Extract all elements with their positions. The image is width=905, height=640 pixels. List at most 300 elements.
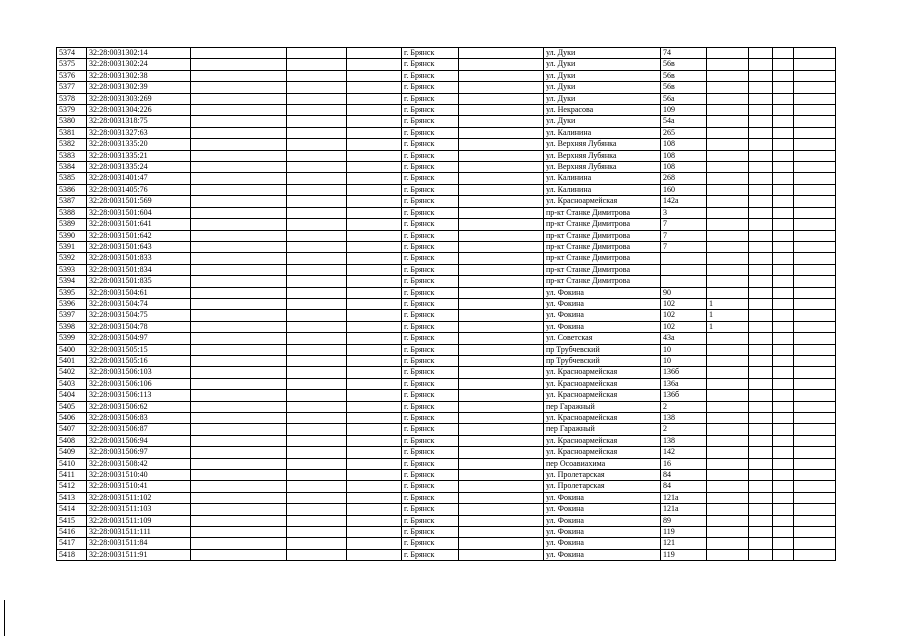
table-cell <box>773 139 794 150</box>
table-cell: 5386 <box>57 184 87 195</box>
table-cell: 5380 <box>57 116 87 127</box>
table-cell <box>773 549 794 560</box>
table-cell: г. Брянск <box>402 492 459 503</box>
table-cell <box>287 355 347 366</box>
table-cell <box>347 70 402 81</box>
table-cell <box>287 70 347 81</box>
table-cell: г. Брянск <box>402 139 459 150</box>
table-cell <box>459 367 544 378</box>
table-cell: 5392 <box>57 253 87 264</box>
table-cell: 5393 <box>57 264 87 275</box>
table-cell: 54а <box>661 116 707 127</box>
table-cell <box>794 241 836 252</box>
table-cell <box>707 116 749 127</box>
table-cell <box>749 321 773 332</box>
table-cell: 136б <box>661 390 707 401</box>
table-cell <box>459 310 544 321</box>
table-cell <box>191 378 287 389</box>
table-cell <box>191 470 287 481</box>
table-cell <box>287 184 347 195</box>
table-cell <box>347 116 402 127</box>
table-cell: 56в <box>661 82 707 93</box>
table-cell <box>347 424 402 435</box>
table-cell <box>459 481 544 492</box>
table-row <box>57 458 836 469</box>
table-cell <box>794 333 836 344</box>
table-cell: г. Брянск <box>402 527 459 538</box>
table-cell: 109 <box>661 105 707 116</box>
table-cell: 3 <box>661 207 707 218</box>
table-cell: 32:28:0031510:40 <box>87 470 191 481</box>
table-cell <box>191 367 287 378</box>
table-cell: пр-кт Станке Димитрова <box>544 253 661 264</box>
table-cell <box>749 538 773 549</box>
table-cell: 32:28:0031504:97 <box>87 333 191 344</box>
table-cell: ул. Дуки <box>544 116 661 127</box>
table-cell <box>773 447 794 458</box>
table-cell: 32:28:0031405:76 <box>87 184 191 195</box>
table-cell <box>707 150 749 161</box>
table-cell <box>749 127 773 138</box>
table-cell <box>191 287 287 298</box>
table-cell <box>191 549 287 560</box>
table-cell <box>749 219 773 230</box>
table-row <box>57 504 836 515</box>
table-cell: г. Брянск <box>402 298 459 309</box>
table-cell <box>773 504 794 515</box>
table-cell: г. Брянск <box>402 70 459 81</box>
table-cell: 5387 <box>57 196 87 207</box>
table-cell <box>794 458 836 469</box>
table-cell: г. Брянск <box>402 276 459 287</box>
table-cell <box>347 401 402 412</box>
table-cell: ул. Красноармейская <box>544 447 661 458</box>
table-cell <box>749 435 773 446</box>
table-cell: пр-кт Станке Димитрова <box>544 276 661 287</box>
table-cell <box>347 390 402 401</box>
table-cell: 5403 <box>57 378 87 389</box>
table-cell: 32:28:0031511:102 <box>87 492 191 503</box>
table-cell <box>773 70 794 81</box>
table-cell: пр-кт Станке Димитрова <box>544 230 661 241</box>
table-cell <box>794 162 836 173</box>
table-cell <box>287 447 347 458</box>
table-cell: 32:28:0031501:641 <box>87 219 191 230</box>
table-cell: г. Брянск <box>402 390 459 401</box>
table-cell <box>347 184 402 195</box>
table-cell <box>459 105 544 116</box>
table-cell: ул. Фокина <box>544 549 661 560</box>
table-cell <box>661 276 707 287</box>
table-cell <box>794 538 836 549</box>
table-cell <box>749 105 773 116</box>
table-cell <box>287 162 347 173</box>
table-cell <box>191 207 287 218</box>
table-cell <box>459 230 544 241</box>
table-cell <box>749 458 773 469</box>
table-cell <box>749 173 773 184</box>
table-cell: ул. Фокина <box>544 504 661 515</box>
table-cell: 56а <box>661 93 707 104</box>
table-cell: ул. Красноармейская <box>544 378 661 389</box>
table-cell <box>707 276 749 287</box>
table-cell <box>707 435 749 446</box>
table-cell <box>794 219 836 230</box>
table-row <box>57 276 836 287</box>
table-cell: ул. Фокина <box>544 287 661 298</box>
table-cell <box>794 59 836 70</box>
table-cell <box>794 70 836 81</box>
table-cell: 1 <box>707 321 749 332</box>
table-cell: 268 <box>661 173 707 184</box>
table-cell: 56в <box>661 70 707 81</box>
table-cell <box>347 82 402 93</box>
table-cell <box>459 298 544 309</box>
table-cell <box>459 413 544 424</box>
table-cell: 119 <box>661 527 707 538</box>
table-cell <box>794 253 836 264</box>
table-cell <box>459 378 544 389</box>
table-cell: ул. Советская <box>544 333 661 344</box>
table-cell: 5378 <box>57 93 87 104</box>
table-cell <box>707 264 749 275</box>
table-body <box>57 48 836 561</box>
table-cell <box>347 458 402 469</box>
table-cell <box>707 390 749 401</box>
table-cell <box>773 173 794 184</box>
table-cell <box>459 287 544 298</box>
table-cell <box>749 401 773 412</box>
table-cell: 32:28:0031501:835 <box>87 276 191 287</box>
table-cell <box>459 48 544 59</box>
table-cell <box>794 139 836 150</box>
table-cell <box>794 481 836 492</box>
table-cell: 102 <box>661 310 707 321</box>
table-cell <box>347 481 402 492</box>
table-cell <box>794 527 836 538</box>
table-cell <box>347 241 402 252</box>
table-cell <box>773 298 794 309</box>
table-cell <box>191 504 287 515</box>
table-cell <box>459 184 544 195</box>
table-cell: 5391 <box>57 241 87 252</box>
table-cell <box>749 93 773 104</box>
table-cell <box>347 264 402 275</box>
table-cell: пр Трубчевский <box>544 355 661 366</box>
table-cell: 5409 <box>57 447 87 458</box>
table-cell: 5381 <box>57 127 87 138</box>
table-cell <box>794 344 836 355</box>
table-cell <box>347 492 402 503</box>
table-cell: ул. Пролетарская <box>544 481 661 492</box>
table-cell <box>773 82 794 93</box>
table-cell <box>707 207 749 218</box>
table-cell <box>287 59 347 70</box>
table-cell <box>773 287 794 298</box>
table-cell: 1 <box>707 298 749 309</box>
table-cell: 5389 <box>57 219 87 230</box>
table-cell <box>459 549 544 560</box>
table-cell <box>749 241 773 252</box>
table-cell: г. Брянск <box>402 355 459 366</box>
table-row <box>57 219 836 230</box>
table-cell <box>749 207 773 218</box>
table-cell <box>459 82 544 93</box>
table-cell: 32:28:0031501:833 <box>87 253 191 264</box>
table-cell: 32:28:0031511:111 <box>87 527 191 538</box>
table-cell <box>459 470 544 481</box>
table-cell: 32:28:0031506:94 <box>87 435 191 446</box>
table-cell: ул. Дуки <box>544 82 661 93</box>
table-cell: пер Осоавиахима <box>544 458 661 469</box>
table-cell <box>773 515 794 526</box>
table-cell: г. Брянск <box>402 458 459 469</box>
table-cell <box>191 82 287 93</box>
table-cell <box>191 59 287 70</box>
table-cell: ул. Калинина <box>544 127 661 138</box>
table-row <box>57 310 836 321</box>
table-cell <box>191 276 287 287</box>
table-cell <box>707 447 749 458</box>
table-cell <box>287 241 347 252</box>
table-cell <box>661 253 707 264</box>
table-cell <box>191 515 287 526</box>
table-cell: 5388 <box>57 207 87 218</box>
table-cell <box>707 184 749 195</box>
table-cell <box>191 127 287 138</box>
table-cell <box>287 367 347 378</box>
table-cell <box>191 48 287 59</box>
table-cell: 5400 <box>57 344 87 355</box>
table-cell: 5402 <box>57 367 87 378</box>
table-cell <box>707 105 749 116</box>
table-cell <box>773 59 794 70</box>
table-cell: г. Брянск <box>402 504 459 515</box>
table-cell <box>773 241 794 252</box>
table-cell: 5376 <box>57 70 87 81</box>
table-cell <box>347 196 402 207</box>
table-cell: 5411 <box>57 470 87 481</box>
table-cell <box>707 458 749 469</box>
table-cell <box>287 253 347 264</box>
table-cell <box>347 549 402 560</box>
table-cell: ул. Красноармейская <box>544 196 661 207</box>
table-cell <box>773 333 794 344</box>
table-cell: 5418 <box>57 549 87 560</box>
table-cell <box>191 401 287 412</box>
table-cell: 108 <box>661 150 707 161</box>
table-cell: пер Гаражный <box>544 401 661 412</box>
table-cell <box>773 276 794 287</box>
table-cell <box>707 230 749 241</box>
table-cell <box>287 93 347 104</box>
table-cell <box>347 344 402 355</box>
table-cell <box>459 219 544 230</box>
table-cell: 5385 <box>57 173 87 184</box>
table-cell <box>191 447 287 458</box>
table-cell: 32:28:0031511:91 <box>87 549 191 560</box>
table-cell <box>191 390 287 401</box>
table-cell <box>794 298 836 309</box>
table-cell <box>459 447 544 458</box>
table-row <box>57 390 836 401</box>
table-cell <box>191 321 287 332</box>
table-row <box>57 59 836 70</box>
table-cell: пр-кт Станке Димитрова <box>544 241 661 252</box>
table-cell <box>191 241 287 252</box>
table-cell: 32:28:0031511:109 <box>87 515 191 526</box>
table-cell: г. Брянск <box>402 230 459 241</box>
table-cell: 136б <box>661 367 707 378</box>
table-cell <box>794 504 836 515</box>
table-cell <box>773 230 794 241</box>
table-row <box>57 344 836 355</box>
table-cell <box>191 150 287 161</box>
table-cell <box>773 413 794 424</box>
table-cell: ул. Фокина <box>544 515 661 526</box>
table-cell: 102 <box>661 321 707 332</box>
table-cell: 5414 <box>57 504 87 515</box>
table-cell: 5374 <box>57 48 87 59</box>
table-row <box>57 241 836 252</box>
table-cell <box>287 298 347 309</box>
table-row <box>57 435 836 446</box>
table-row <box>57 253 836 264</box>
table-cell: 136а <box>661 378 707 389</box>
table-cell <box>287 82 347 93</box>
table-cell: 32:28:0031327:63 <box>87 127 191 138</box>
table-cell: 5405 <box>57 401 87 412</box>
table-cell <box>707 287 749 298</box>
table-cell: 121а <box>661 504 707 515</box>
table-row <box>57 413 836 424</box>
table-cell <box>191 527 287 538</box>
table-cell <box>347 207 402 218</box>
table-cell: г. Брянск <box>402 93 459 104</box>
table-cell <box>794 173 836 184</box>
table-cell <box>794 230 836 241</box>
table-cell: 32:28:0031510:41 <box>87 481 191 492</box>
table-cell: 10 <box>661 344 707 355</box>
table-cell <box>749 390 773 401</box>
table-cell <box>707 401 749 412</box>
table-cell: 5394 <box>57 276 87 287</box>
table-cell: 5398 <box>57 321 87 332</box>
table-cell: ул. Красноармейская <box>544 390 661 401</box>
table-cell <box>347 321 402 332</box>
table-cell <box>794 390 836 401</box>
table-cell <box>191 139 287 150</box>
table-cell <box>773 219 794 230</box>
table-cell <box>773 538 794 549</box>
table-cell <box>191 492 287 503</box>
table-cell <box>773 196 794 207</box>
table-cell <box>287 424 347 435</box>
table-cell: 32:28:0031501:569 <box>87 196 191 207</box>
table-cell: 7 <box>661 230 707 241</box>
table-cell <box>347 162 402 173</box>
table-cell <box>794 105 836 116</box>
table-cell <box>794 48 836 59</box>
table-cell: 5379 <box>57 105 87 116</box>
table-cell <box>773 458 794 469</box>
table-cell <box>707 424 749 435</box>
table-cell: 265 <box>661 127 707 138</box>
table-cell <box>459 70 544 81</box>
table-cell <box>191 413 287 424</box>
table-cell <box>287 276 347 287</box>
table-cell: пр-кт Станке Димитрова <box>544 264 661 275</box>
table-cell <box>773 253 794 264</box>
table-cell: г. Брянск <box>402 173 459 184</box>
table-cell <box>749 310 773 321</box>
table-cell: г. Брянск <box>402 378 459 389</box>
table-cell <box>749 253 773 264</box>
table-cell <box>347 287 402 298</box>
table-cell <box>773 435 794 446</box>
table-cell: 32:28:0031318:75 <box>87 116 191 127</box>
table-cell <box>287 458 347 469</box>
table-row <box>57 538 836 549</box>
table-cell <box>287 435 347 446</box>
table-cell <box>773 116 794 127</box>
table-cell <box>749 116 773 127</box>
table-cell <box>794 367 836 378</box>
table-cell <box>347 515 402 526</box>
table-cell <box>347 253 402 264</box>
table-cell <box>707 504 749 515</box>
table-cell: ул. Фокина <box>544 492 661 503</box>
table-cell: пр-кт Станке Димитрова <box>544 207 661 218</box>
table-cell <box>347 413 402 424</box>
table-cell <box>191 481 287 492</box>
table-cell <box>749 492 773 503</box>
table-cell: ул. Верхняя Лубянка <box>544 162 661 173</box>
table-cell: пр-кт Станке Димитрова <box>544 219 661 230</box>
table-cell <box>773 492 794 503</box>
table-cell: ул. Фокина <box>544 321 661 332</box>
table-cell <box>459 93 544 104</box>
table-cell: 32:28:0031304:226 <box>87 105 191 116</box>
table-cell: г. Брянск <box>402 310 459 321</box>
table-row <box>57 447 836 458</box>
table-cell <box>287 139 347 150</box>
table-cell: г. Брянск <box>402 401 459 412</box>
table-row <box>57 173 836 184</box>
table-cell <box>459 424 544 435</box>
table-cell <box>287 207 347 218</box>
table-row <box>57 333 836 344</box>
table-cell <box>191 93 287 104</box>
table-cell <box>191 344 287 355</box>
table-cell: 56в <box>661 59 707 70</box>
table-cell <box>347 93 402 104</box>
table-cell: г. Брянск <box>402 287 459 298</box>
table-cell <box>749 70 773 81</box>
table-cell <box>459 253 544 264</box>
table-cell: 84 <box>661 481 707 492</box>
table-cell: 32:28:0031508:42 <box>87 458 191 469</box>
table-cell: 32:28:0031335:21 <box>87 150 191 161</box>
table-cell: 5413 <box>57 492 87 503</box>
table-cell <box>191 310 287 321</box>
table-cell <box>459 150 544 161</box>
table-cell: 32:28:0031504:61 <box>87 287 191 298</box>
table-cell <box>191 184 287 195</box>
table-cell <box>347 435 402 446</box>
table-cell <box>749 470 773 481</box>
table-cell <box>191 219 287 230</box>
